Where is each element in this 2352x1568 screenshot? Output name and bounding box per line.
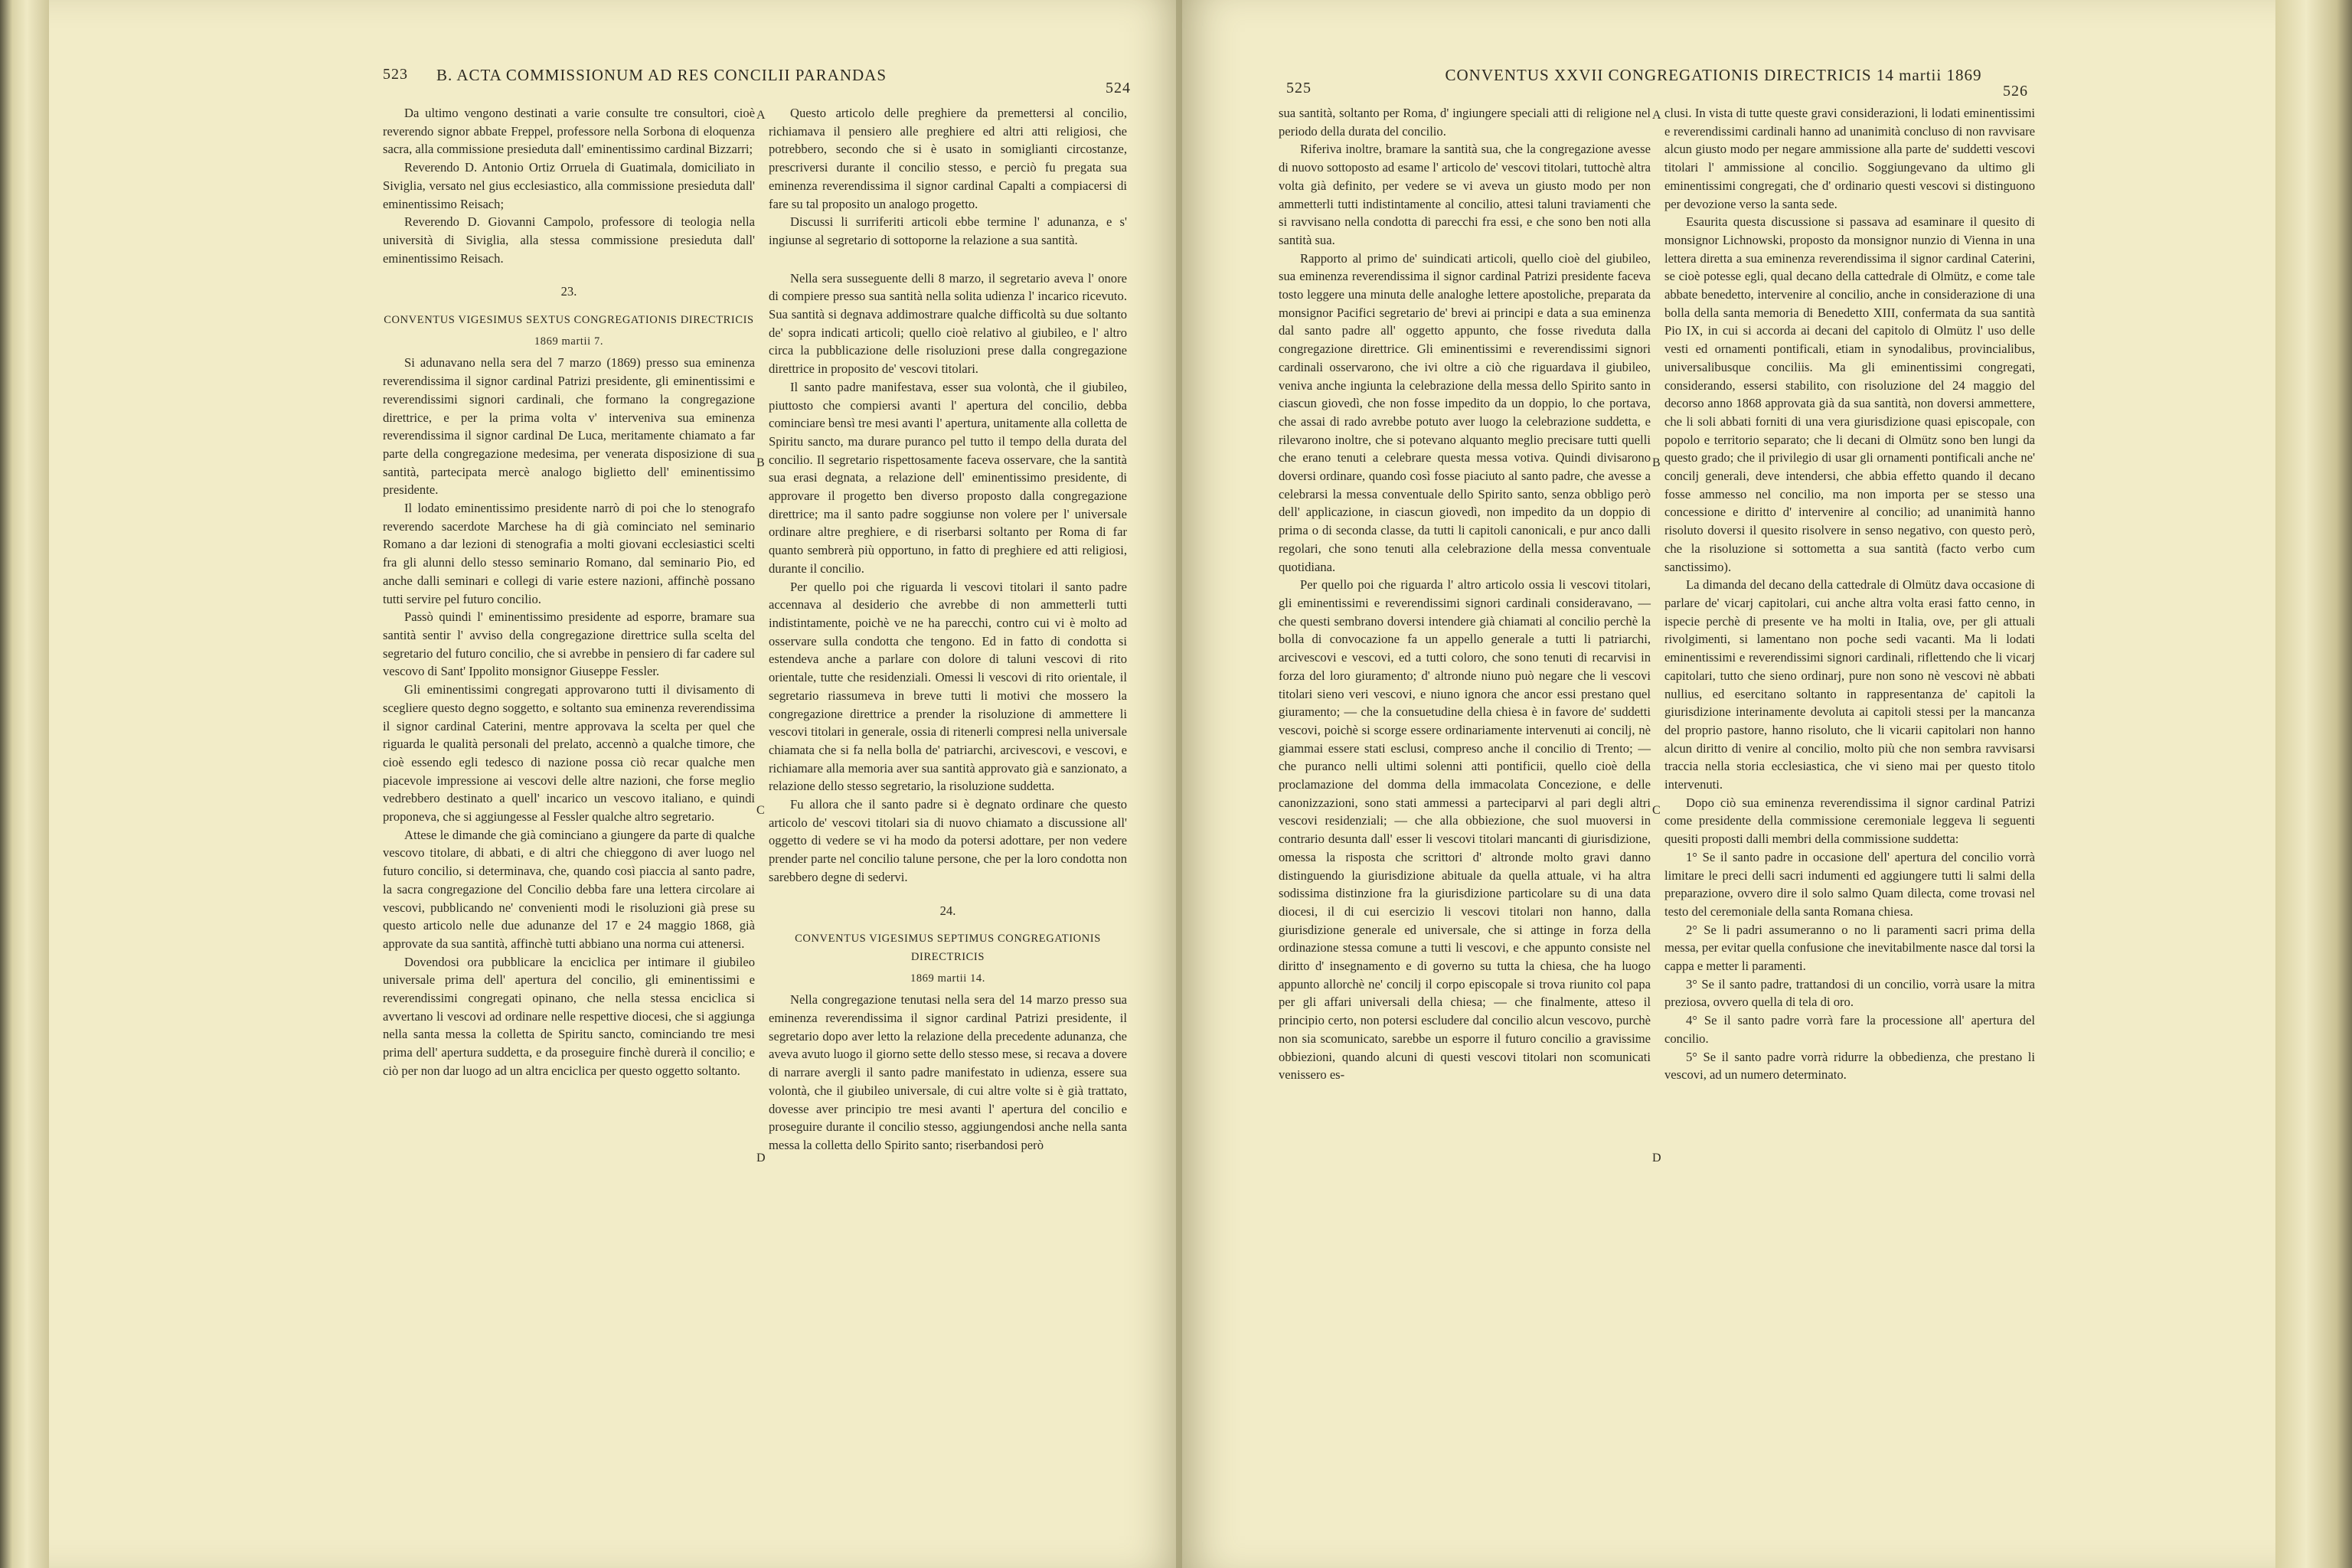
- paragraph: Nella congregazione tenutasi nella sera del 14 marzo presso sua eminenza reverendissima il signor cardinal Patrizi presidente, il segretario dopo aver letto la relazione della precedente adunanza, che aveva avuto luogo il giorno sette dello stesso mese, si recava a dovere di narrare avergli il santo padre manifestato in udienza, essere sua volontà, che il giubileo universale, di cui altre volte si è già trattato, dovesse aver principio tre mesi avanti l' apertura del concilio e proseguire durante il concilio stesso, aggiungendosi anche nella santa messa la colletta dello Spirito santo; riserbandosi però: [769, 992, 1127, 1152]
- paragraph: Questo articolo delle preghiere da premettersi al concilio, richiamava il pensiero alle preghiere ed altri atti religiosi, che potrebbero, secondo che si è usato in somiglianti circostanze, prescriversi durante il concilio stesso, e perciò fu pregata sua eminenza reverendissima il signor cardinal Capalti a compiacersi di fare su tal proposito un analogo progetto.: [769, 106, 1127, 211]
- book-right-edge: [2275, 0, 2352, 1568]
- paragraph: Fu allora che il santo padre si è degnato ordinare che questo articolo de' vescovi titolari sia di nuovo chiamato a discussione all' oggetto di vedere se vi ha modo da potersi adottare, per non vedere prender parte nel concilio talune persone, che per la loro condotta non sarebbero degne di sedervi.: [769, 797, 1127, 884]
- paragraph: 5° Se il santo padre vorrà ridurre la obbedienza, che prestano li vescovi, ad un numero determinato.: [1664, 1049, 2035, 1083]
- left-running-title: B. ACTA COMMISSIONUM AD RES CONCILII PARANDAS: [436, 66, 887, 84]
- left-page: [49, 0, 1182, 1568]
- paragraph: 2° Se li padri assumeranno o no li paramenti sacri prima della messa, per evitar quella confusione che inevitabilmente nasce dal torsi la cappa e metter li paramenti.: [1664, 922, 2035, 974]
- left-column-1: [383, 104, 755, 1080]
- paragraph: Il lodato eminentissimo presidente narrò di poi che lo stenografo reverendo sacerdote Marchese ha di già cominciato nel seminario Romano a dar lezioni di stenografia a molti giovani ecclesiastici scelti fra gli alunni dello stesso seminario Romano, dal seminario Pio, ed anche dalli seminari e collegi di varie estere nazioni, affinchè possano tutti servire pel futuro concilio.: [383, 501, 755, 606]
- paragraph: Attese le dimande che già cominciano a giungere da parte di qualche vescovo titolare, di abbati, e di altri che chieggono di aver luogo nel futuro concilio, si determinava, che, quando così piaccia al santo padre, la sacra congregazione del Concilio debba fare una lettera circolare ai vescovi, pubblicando ne' convenienti modi le risoluzioni già prese su questo articolo nelle due adunanze del 17 e 24 maggio 1868, già approvate da sua santità, affinchè tutti abbiano una norma cui attenersi.: [383, 827, 755, 951]
- paragraph: Per quello poi che riguarda li vescovi titolari il santo padre accennava al desiderio che avrebbe di non ammetterli tutti indistintamente, poichè ve ne ha parecchi, contro cui vi è molto ad osservare sulla condotta che tengono. Ed in fatto di condotta si estendeva anche a parlare con dolore di taluni vescovi di rito orientale, tutte che residenziali. Omessi li vescovi di rito orientale, il segretario riassumeva in breve tutti li motivi che mossero la congregazione direttrice a prender la risoluzione di ammettere li vescovi titolari in generale, ossia di ritenerli compresi nella universale chiamata che si fa nella bolla de' patriarchi, arcivescovi, e vescovi, e richiamare alla memoria aver sua santità approvato già e sanzionato, a relazione dello stesso segretario, la risoluzione suddetta.: [769, 579, 1127, 794]
- paragraph: 3° Se il santo padre, trattandosi di un concilio, vorrà usare la mitra preziosa, ovvero quella di tela di oro.: [1664, 976, 2035, 1010]
- section-heading: CONVENTUS VIGESIMUS SEPTIMUS CONGREGATIONIS DIRECTRICIS: [795, 933, 1101, 963]
- paragraph: clusi. In vista di tutte queste gravi considerazioni, li lodati eminentissimi e reverendissimi cardinali hanno ad unanimità concluso di non ravvisare alcun giusto modo per negare ammissione alla parte de' suddetti vescovi titolari l' ammissione al concilio. Soggiungevano da ultimo gli eminentissimi congregati, che d' ordinario questi vescovi si distinguono per devozione verso la santa sede.: [1664, 106, 2035, 211]
- margin-marker-c: C: [1652, 804, 1661, 817]
- paragraph: Discussi li surriferiti articoli ebbe termine l' adunanza, e s' ingiunse al segretario di sottoporne la relazione a sua santità.: [769, 214, 1127, 247]
- margin-marker-a: A: [1652, 109, 1661, 122]
- paragraph: Nella sera susseguente delli 8 marzo, il segretario aveva l' onore di compiere presso sua santità nella solita udienza l' incarico ricevuto. Sua santità si degnava addimostrare qualche difficoltà su due soltanto de' sopra indicati articoli; quello cioè relativo al giubileo, e l' altro circa la pubblicazione delle risoluzioni prese dalla congregazione direttrice in proposito de' vescovi titolari.: [769, 270, 1127, 377]
- right-running-title: CONVENTUS XXVII CONGREGATIONIS DIRECTRICIS 14 martii 1869: [1445, 66, 1982, 84]
- right-column-1: [1279, 104, 1651, 1084]
- margin-marker-b: B: [756, 456, 765, 469]
- page-number-525: 525: [1286, 80, 1312, 96]
- paragraph: Il santo padre manifestava, esser sua volontà, che il giubileo, piuttosto che compiersi avanti l' apertura del concilio, debba cominciare bensì tre mesi avanti l' apertura, unitamente alla colletta de Spiritu sancto, ma durare puranco pel tutto il tempo della durata del concilio. Il segretario rispettosamente faceva osservare, che la santità sua erasi degnata, a relazione dell' eminentissimo presidente, di approvare il progetto ben diverso proposto dalla congregazione direttrice; ma il santo padre soggiunse non volere per l' universale ordinare altre preghiere, e di riserbarsi soltanto per Roma di far quanto sembrerà più opportuno, in fatto di preghiere ed atti religiosi, durante il concilio.: [769, 379, 1127, 576]
- right-running-head: [1182, 63, 2275, 100]
- paragraph: Reverendo D. Antonio Ortiz Orruela di Guatimala, domiciliato in Siviglia, versato nel gius ecclesiastico, alla commissione presieduta dall' eminentissimo Reisach;: [383, 160, 755, 211]
- section-date: 1869 martii 14.: [910, 972, 985, 985]
- paragraph: Reverendo D. Giovanni Campolo, professore di teologia nella università di Siviglia, alla stessa commissione presieduta dall' eminentissimo Reisach.: [383, 214, 755, 266]
- section-number: 24.: [939, 903, 956, 918]
- section-date: 1869 martii 7.: [534, 335, 604, 348]
- paragraph: La dimanda del decano della cattedrale di Olmütz dava occasione di parlare de' vicarj capitolari, cui anche altra volta erasi fatto cenno, in ispecie perchè di presente ve ha molti in Italia, ove, per gli attuali rivolgimenti, si lamentano non poche sedi vacanti. Ma li lodati eminentissimi e reverendissimi signori cardinali, riflettendo che li vicarj capitolari, tutto che sieno ordinarj, pure non sono nè vescovi nè abbati nullius, ed esercitano soltanto in rappresentanza de' capitoli la giurisdizione interinamente devoluta ai capitoli stessi per la mancanza del proprio pastore, hanno risoluto, che li vicarii capitolari non hanno alcun diritto di venire al concilio, molto più che non sembra ravvisarsi traccia nella storia ecclesiastica, che vi sieno mai per questo titolo intervenuti.: [1664, 577, 2035, 792]
- paragraph: 1° Se il santo padre in occasione dell' apertura del concilio vorrà limitare le preci delli sacri indumenti ed aggiungere tutti li salmi della preparazione, ovvero dire il solo salmo Quam dilecta, come trovasi nel testo del ceremoniale della santa Romana chiesa.: [1664, 849, 2035, 919]
- paragraph: Rapporto al primo de' suindicati articoli, quello cioè del giubileo, sua eminenza reverendissima il signor cardinal Patrizi presidente faceva tosto leggere una minuta delle analoghe lettere apostoliche, preparata da monsignor Pacifici segretario de' brevi ai principi e data a sua eminenza dal santo padre all' oggetto appunto, che fosse riveduta dalla congregazione direttrice. Gli eminentissimi e reverendissimi signori cardinali osservarono, che ivi oltre a ciò che riguardava il giubileo, veniva anche ingiunta la celebrazione della messa dello Spirito santo in ciascun giovedì, che non fosse impedito da un doppio, lo che portava, che assai di rado avrebbe potuto aver luogo la celebrazione suddetta, e rilevarono inoltre, che si potevano alquanto meglio precisare tutti quelli che erano tenuti a celebrare questa messa votiva. Quindi divisarono doversi ordinare, quando così fosse piaciuto al santo padre, che avesse a celebrarsi la messa conventuale dello Spirito santo, senza obbligo però dell' applicazione, in ciascun giovedì, non impedito da un doppio di prima o di seconda classe, da tutti li capitoli canonicali, e pur anco dalli regolari, che sono tenuti alla celebrazione della messa conventuale quotidiana.: [1279, 250, 1651, 574]
- right-page: [1182, 0, 2275, 1568]
- paragraph: Dopo ciò sua eminenza reverendissima il signor cardinal Patrizi come presidente della commissione ceremoniale leggeva li seguenti quesiti proposti dalli membri della commissione suddetta:: [1664, 795, 2035, 847]
- paragraph: Esaurita questa discussione si passava ad esaminare il quesito di monsignor Lichnowski, proposto da monsignor nunzio di Vienna in una lettera diretta a sua eminenza reverendissima il signor cardinal Caterini, se cioè potesse egli, qual decano della cattedrale di Olmütz, e come tale abbate benedetto, intervenire al concilio, anche in considerazione di una bolla della santa memoria di Benedetto XIII, confermata da sua santità Pio IX, in cui si accorda ai decani del capitolo di Olmütz l' uso delle vesti ed ornamenti pontificali, etiam in synodalibus, provincialibus, universalibusque conciliis. Ma gli eminentissimi congregati, considerando, essersi stabilito, con risoluzione del 24 maggio del decorso anno 1868 approvata già da sua santità, non doversi ammettere, che li soli abbati forniti di una vera giurisdizione quasi episcopale, con popolo e territorio separato; che li decani di Olmütz sono ben lungi da questo grado; che il privilegio di usar gli ornamenti pontificali anche ne' concilj generali, deve intendersi, che abbia effetto quando il decano fosse ammesso nel concilio, ma non importa per se stesso una concessione e diritto d' intervenire al concilio; ad unanimità hanno risoluto doversi il quesito risolvere in senso negativo, con questo però, che la risoluzione si sottometta a sua santità (facto verbo cum sanctissimo).: [1664, 214, 2035, 574]
- margin-marker-b: B: [1652, 456, 1661, 469]
- margin-marker-c: C: [756, 804, 765, 817]
- margin-marker-d: D: [1652, 1152, 1661, 1165]
- paragraph: sua santità, soltanto per Roma, d' ingiungere speciali atti di religione nel periodo della durata del concilio.: [1279, 106, 1651, 139]
- margin-marker-d: D: [756, 1152, 766, 1165]
- page-number-526: 526: [2003, 83, 2028, 100]
- paragraph: Passò quindi l' eminentissimo presidente ad esporre, bramare sua santità sentir l' avviso della congregazione direttrice sulla scelta del segretario del futuro concilio, che si avrebbe in pensiero di far cadere sul vescovo di Sant' Ippolito monsignor Giuseppe Fessler.: [383, 609, 755, 679]
- paragraph: Gli eminentissimi congregati approvarono tutti il divisamento di scegliere questo degno soggetto, e soltanto sua eminenza reverendissima il signor cardinal Caterini, mentre approvava la scelta per quel che riguarda le qualità personali del prelato, accennò a qualche timore, che cioè essendo egli tedesco di nazione possa ciò recar qualche men piacevole impressione ai vescovi delle altre nazioni, che forse meglio vedrebbero destinato a quell' incarico un vescovo italiano, e quindi proponeva, che si aggiungesse al Fessler qualche altro segretario.: [383, 682, 755, 825]
- paragraph: Riferiva inoltre, bramare la santità sua, che la congregazione avesse di nuovo sottoposto ad esame l' articolo de' vescovi titolari, tuttochè altra volta già definito, per vedere se vi aveva un giusto modo per non ammetterli tutti indistintamente al concilio, attesi taluni traviamenti che si ravvisano nella condotta di parecchi fra essi, e che sono ben noti alla santità sua.: [1279, 142, 1651, 247]
- paragraph: Da ultimo vengono destinati a varie consulte tre consultori, cioè reverendo signor abbate Freppel, professore nella Sorbona di eloquenza sacra, alla commissione presieduta dall' eminentissimo cardinal Bizzarri;: [383, 106, 755, 157]
- margin-marker-a: A: [756, 109, 766, 122]
- left-running-head: [49, 63, 1182, 96]
- page-number-524: 524: [1106, 80, 1131, 96]
- paragraph: Dovendosi ora pubblicare la enciclica per intimare il giubileo universale prima dell' apertura del concilio, gli eminentissimi e reverendissimi congregati opinano, che nella stessa enciclica si avvertano li vescovi ad ordinare nelle respettive diocesi, che si aggiunga nella santa messa la colletta de Spiritu sancto, cominciando tre mesi prima dell' apertura suddetta, e da proseguire finchè durerà il concilio; e ciò per non dar luogo ad un altra enciclica per questo oggetto soltanto.: [383, 954, 755, 1078]
- right-column-2: [1664, 104, 2035, 1084]
- page-number-523: 523: [383, 66, 408, 83]
- section-number: 23.: [560, 284, 577, 299]
- paragraph: Si adunavano nella sera del 7 marzo (1869) presso sua eminenza reverendissima il signor cardinal Patrizi presidente, gli eminentissimi e reverendissimi signori cardinali, che formano la congregazione direttrice, e per la prima volta v' interveniva sua eminenza reverendissima il signor cardinal De Luca, meritamente chiamato a far parte della congregazione medesima, per venerata disposizione di sua santità, partecipata mercè analogo biglietto dell' eminentissimo presidente.: [383, 355, 755, 498]
- paragraph: Per quello poi che riguarda l' altro articolo ossia li vescovi titolari, gli eminentissimi e reverendissimi signori cardinali consideravano, — che questi sembrano doversi intendere già chiamati al concilio perchè la bolla di convocazione fa un appello generale a tutti li patriarchi, arcivescovi e vescovi, ed a tutti coloro, che sono tenuti di recarvisi in forza del loro giuramento; d' altronde niuno può negare che li vescovi titolari sieno veri vescovi, e niuno ignora che ancor essi prestano quel giuramento; — che la consuetudine della chiesa è in favore de' suddetti vescovi, poichè si scorge essere ordinariamente intervenuti ai concilj, nè giammai essere stati esclusi, compreso anche il concilio di Trento; — che puranco nelli ultimi solenni atti pontificii, quello cioè della proclamazione del domma della immacolata Concezione, e delle canonizzazioni, sono stati ammessi a parteciparvi al pari degli altri vescovi residenziali; — che alla obbiezione, che suol muoversi in contrario desunta dall' esser li vescovi titolari mancanti di giurisdizione, omessa la risposta che scrittori d' altronde molto gravi danno distinguendo la giurisdizione abituale da quella attuale, vi ha altra sodissima distinzione fra la giurisdizione particolare su di una data diocesi, il di cui esercizio li vescovi titolari non hanno, dalla giurisdizione generale ed universale, che si attinge in forza della ordinazione stessa comune a tutti li vescovi, e che appunto consiste nel diritto d' insegnamento e di governo su tutta la chiesa, che ha luogo appunto allorchè ne' concilj il corpo episcopale si trova riunito col papa per gli affari universali della chiesa; — che finalmente, atteso il principio certo, non potersi escludere dal concilio alcun vescovo, purchè non sia scomunicato, sarebbe un esporre il futuro concilio a gravissime obbiezioni, quando alcuni di questi vescovi titolari non scomunicati venissero es-: [1279, 577, 1651, 1083]
- left-column-2: [769, 104, 1127, 1155]
- paragraph: 4° Se il santo padre vorrà fare la processione all' apertura del concilio.: [1664, 1013, 2035, 1046]
- section-heading: CONVENTUS VIGESIMUS SEXTUS CONGREGATIONIS DIRECTRICIS: [384, 314, 754, 327]
- book-left-edge: [0, 0, 49, 1568]
